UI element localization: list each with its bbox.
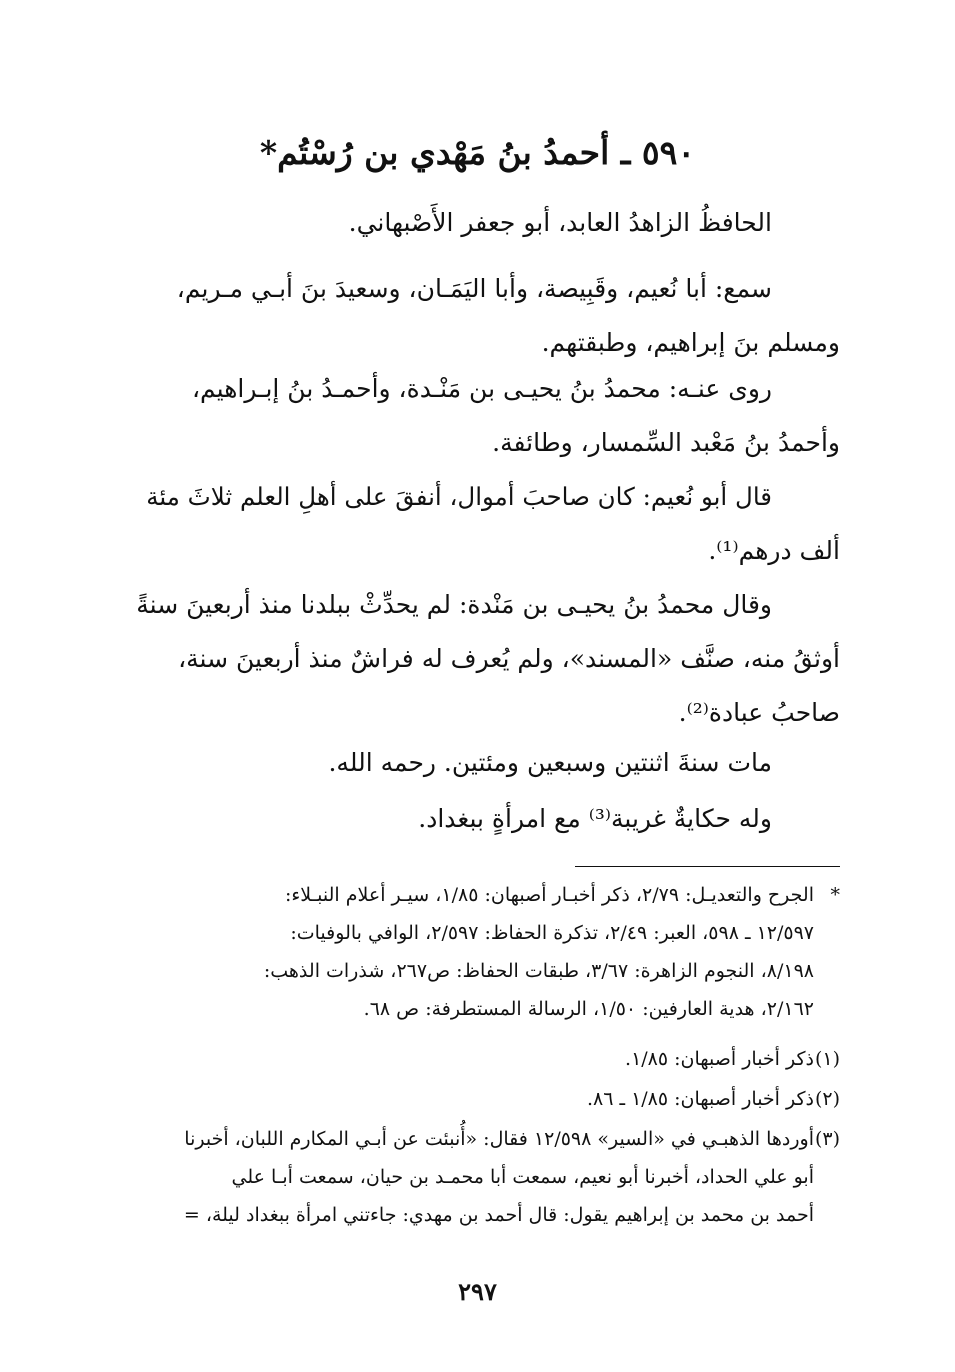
text-line: قال أبو نُعيم: كان صاحبَ أموال، أنفقَ على أهلِ العلم ثلاثَ مئة (146, 482, 772, 511)
text-line: روى عنـه: محمدُ بنُ يحيـى بن مَنْـدة، وأحمـدُ بنُ إبـراهيم، (191, 374, 772, 403)
text-line: سمع: أبا نُعيم، وقَبِيصة، وأبا اليَمَـان، وسعيدَ بنَ أبـي مـريم، (176, 274, 772, 303)
page-number: ٢٩٧ (458, 1277, 497, 1306)
footnote-line: ذكر أخبار أصبهان: ١/٨٥ ـ ٨٦. (586, 1088, 814, 1110)
paragraph-narrated-by (135, 362, 840, 470)
footnote-sources (135, 876, 840, 1028)
footnote-separator (575, 866, 840, 867)
footnote-line: أحمد بن محمد بن إبراهيم يقول: قال أحمد بن مهدي: جاءتني امرأة ببغداد ليلة، = (183, 1204, 814, 1226)
footnote-2 (135, 1080, 840, 1118)
text-line: صاحبُ عبادة⁽²⁾. (678, 698, 840, 727)
text-line: مات سنةَ اثنتين وسبعين ومئتين. رحمه الله. (328, 748, 772, 777)
footnote-marker: * (830, 884, 840, 906)
text-line: وله حكايةٌ غريبة⁽³⁾ مع امرأةٍ ببغداد. (418, 804, 772, 833)
paragraph-death (135, 736, 840, 790)
footnote-1 (135, 1040, 840, 1078)
paragraph-abu-nuaym (135, 470, 840, 578)
footnote-line: الجرح والتعديـل: ٢/٧٩، ذكر أخبـار أصبهان: ١/٨٥، سيـر أعلام النبـلاء: (284, 884, 814, 906)
text-line: وأحمدُ بنُ مَعْبد السِّمسار، وطائفة. (492, 428, 840, 457)
footnote-line: أوردها الذهبـي في «السير» ١٢/٥٩٨ فقال: «أُنبئت عن أبـي المكارم اللبان، أخبرنا (184, 1128, 814, 1150)
entry-title: ٥٩٠ ـ أحمدُ بنُ مَهْدي بن رُسْتُم* (259, 133, 696, 172)
text-line: أوثقُ منه، صنَّف «المسند»، ولم يُعرف له فراشٌ منذ أربعينَ سنة، (178, 644, 840, 673)
paragraph-story (135, 792, 840, 846)
footnote-line: ٨/١٩٨، النجوم الزاهرة: ٣/٦٧، طبقات الحفاظ: ص٢٦٧، شذرات الذهب: (263, 960, 814, 982)
paragraph-ibn-mandah (135, 578, 840, 740)
text-line: وقال محمدُ بنُ يحيـى بن مَنْدة: لم يحدِّثْ ببلدنا منذ أربعينَ سنةً (136, 590, 772, 619)
footnote-marker: (١) (814, 1048, 840, 1070)
paragraph-heard-from (135, 262, 840, 370)
footnote-line: ٢/١٦٢، هدية العارفين: ١/٥٠، الرسالة المستطرفة: ص ٦٨. (363, 998, 814, 1020)
text-line: ومسلم بنَ إبراهيم، وطبقتهم. (541, 328, 840, 357)
text-line: الحافظُ الزاهدُ العابد، أبو جعفر الأَصْبهاني. (348, 208, 772, 237)
footnote-line: ذكر أخبار أصبهان: ١/٨٥. (625, 1048, 814, 1070)
footnote-marker: (٣) (814, 1128, 840, 1150)
footnote-marker: (٢) (814, 1088, 840, 1110)
footnote-line: أبو علي الحداد، أخبرنا أبو نعيم، سمعت أبا محمـد بن حيان، سمعت أبـا علي (231, 1166, 814, 1188)
footnote-line: ١٢/٥٩٧ ـ ٥٩٨، العبر: ٢/٤٩، تذكرة الحفاظ: ٢/٥٩٧، الوافي بالوفيات: (290, 922, 814, 944)
text-line: ألف درهم⁽¹⁾. (708, 536, 840, 565)
paragraph-description (135, 196, 840, 250)
footnote-3 (135, 1120, 840, 1234)
